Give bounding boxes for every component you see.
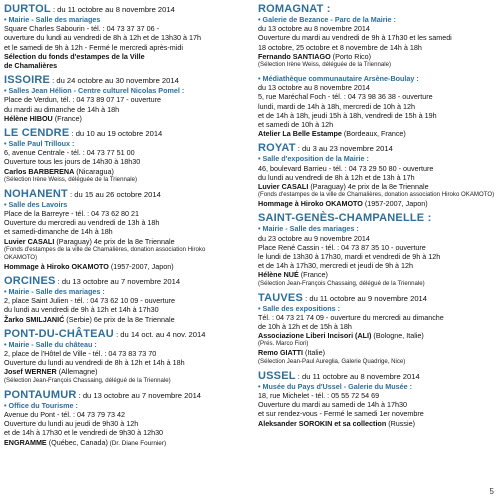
venue-name: • Musée du Pays d'Ussel - Galerie du Musée : [258,381,413,391]
artist-origin: (1957-2007, Japon) [362,199,428,209]
selection-note: (Fonds d'estampes de la ville de Chamalières, donation association Hiroko [4,245,206,253]
venue-name: • Mairie - Salle des mariages : [4,287,105,297]
exhibition-dates: : du 11 octobre au 8 novembre 2014 [50,5,175,14]
selection-note: (Fonds d'estampes de la ville de Chamalières, donation association Hiroko OKAMOTO) [258,191,495,199]
artist-name: Luvier CASALI [4,236,55,246]
venue-name: • Office du Tourisme : [4,400,78,410]
selection-note: (Prés. Marco Fiori) [258,340,309,348]
artist-name: Hélène HIBOU [4,113,53,123]
entry-heading [258,293,494,304]
artist-line [258,331,494,340]
artist-origin: (Bordeaux, France) [341,129,406,139]
artist-line [4,167,249,176]
exhibition-dates: : du 3 au 23 novembre 2014 [295,144,393,154]
entry-heading [258,213,494,224]
town-name: USSEL [258,369,296,382]
artist-name: Associazione Liberi Incisori (ALI) [258,331,372,341]
artist-name: Luvier CASALI [258,182,309,192]
artist-origin: (Allemagne) [56,367,98,377]
info-line: Place de Verdun, tél. : 04 73 89 07 17 - ouverture [4,95,162,105]
exhibition-entry [258,213,494,287]
info-line: et sur rendez-vous - Fermé le samedi 1er novembre [258,409,424,419]
artist-origin: (Paraguay) 4e prix de la 8e Triennale [308,182,429,192]
entry-heading [4,329,249,340]
exhibition-entry [258,74,494,138]
town-name: DURTOL [4,3,51,15]
info-line: Ouverture du mercredi au vendredi de 13h à 18h [4,218,160,228]
exhibition-dates: : du 11 octobre au 9 novembre 2014 [303,293,427,303]
exhibition-entry [4,189,249,271]
artist-line [258,129,494,138]
town-name: PONTAUMUR [4,388,77,401]
venue-name: • Galerie de Bezance - Parc de la Mairie : [258,15,396,24]
venue-name: • Médiathèque communautaire Arsène-Boulay : [258,74,419,84]
artist-name: Hommage à Hiroko OKAMOTO [258,199,363,209]
entry-heading [4,276,249,287]
town-name: NOHANENT [4,187,68,200]
info-line: de 10h à 12h et de 15h à 18h [258,322,352,332]
info-line: et le samedi de 9h à 12h - Fermé le mercredi après-midi [4,42,183,52]
info-line: du lundi au vendredi de 9h à 12h et 14h à 17h30 [4,305,159,315]
info-line: Ouverture du mardi au samedi de 14h à 17h30 [258,400,408,410]
exhibition-dates: : du 10 au 19 octobre 2014 [69,129,163,139]
artist-origin: (Serbie) 6e prix de la 8e Triennale [64,314,175,324]
info-line: 5, rue Maréchal Foch - tél. : 04 73 98 36 38 - ouverture [258,92,433,102]
entry-heading [258,143,494,154]
artist-line [4,262,249,271]
info-line: du lundi au vendredi de 8h à 12h et de 13h à 17h [258,172,415,182]
artist-line [4,438,249,448]
artist-origin: (Porto Rico) [330,51,372,61]
artist-line [4,237,249,246]
town-name: ORCINES [4,275,56,288]
exhibition-entry [4,276,249,324]
artist-name: Hélène NUÉ [258,270,299,280]
info-line: Tél. : 04 73 21 74 09 - ouverture du mercredi au dimanche [258,312,444,322]
venue-name: • Mairie - Salle des mariages [4,15,101,24]
entry-heading [4,189,249,200]
venue-name: • Salle Paul Trilloux : [4,139,75,149]
entry-heading [258,4,494,15]
info-line: Square Charles Sabourin - tél. : 04 73 37 37 06 - [4,24,160,34]
artist-line [258,348,494,357]
artist-origin: (Russie) [386,418,415,428]
town-name: LE CENDRE [4,127,70,140]
info-line: Ouverture du lundi au jeudi de 9h30 à 12h [4,419,139,429]
artist-origin: (Québec, Canada) [46,437,108,447]
info-line: et samedi-dimanche de 14h à 18h [4,227,113,237]
artist-name: Hommage à Hiroko OKAMOTO [4,261,109,271]
exhibition-dates: : du 14 oct. au 4 nov. 2014 [113,329,206,339]
entry-heading [4,4,249,15]
venue-name: • Salle d'exposition de la Mairie : [258,154,369,164]
info-line: du 13 octobre au 8 novembre 2014 [258,83,370,93]
info-line: 2, place Saint Julien - tél. : 04 73 62 10 09 - ouverture [4,296,176,306]
exhibition-entry [4,4,249,70]
selection-note: (Sélection Jean-François Chassaing, délégué de la Triennale) [4,376,171,384]
exhibition-dates: : du 13 octobre au 7 novembre 2014 [76,390,202,400]
exhibition-dates: : du 15 au 26 octobre 2014 [67,189,161,199]
artist-name: Aleksander SOROKIN et sa collection [258,418,387,428]
info-line: 18 octobre, 25 octobre et 8 novembre de 14h à 18h [258,42,422,52]
exhibition-entry [4,390,249,448]
selection-note: (Sélection Jean-Paul Aureglia, Galerie Quadrige, Nice) [258,357,406,365]
artist-line [4,61,249,70]
town-name: PONT-DU-CHÂTEAU [4,327,114,340]
venue-name: • Salle des Lavoirs [4,199,68,209]
town-name: ROMAGNAT : [258,3,331,15]
town-name: SAINT-GENÈS-CHAMPANELLE : [258,212,432,225]
selection-note: (Sélection Irène Weiss, déléguée de la Triennale) [258,61,392,69]
venue-name: • Salle des expositions : [258,303,341,313]
entry-heading [4,390,249,401]
info-line: lundi, mardi de 14h à 18h, mercredi de 10h à 12h [258,101,416,111]
artist-name: Remo GIATTI [258,348,303,358]
venue-name: • Mairie - Salle des mariages : [258,224,359,234]
artist-name: Atelier La Belle Estampe [258,129,342,139]
exhibition-entry [258,4,494,69]
artist-line [258,52,494,61]
info-line: du 23 octobre au 9 novembre 2014 [258,233,370,243]
artist-line [4,315,249,324]
right-column [258,4,494,433]
info-line: et de 14h à 18h, jeudi 15h à 18h, vendredi de 15h à 19h [258,110,437,120]
info-line: Ouverture tous les jours de 14h30 à 18h30 [4,157,141,167]
artist-name: Josef WERNER [4,367,57,377]
entry-heading [4,128,249,139]
exhibition-dates: : du 13 octobre au 7 novembre 2014 [55,277,181,287]
info-line: et de 14h à 17h30 et le vendredi de 9h30 à 12h30 [4,428,164,438]
info-line: Place René Cassin - tél. : 04 73 87 35 10 - ouverture [258,242,426,252]
artist-note: (Dr. Diane Fournier) [107,439,167,447]
info-line: le lundi de 13h30 à 17h30, mardi et vendredi de 9h à 12h [258,252,441,262]
artist-name: Sélection du fonds d'estampes de la Ville [4,51,145,61]
artist-line [258,199,494,208]
entry-heading [4,75,249,86]
artist-line [4,52,249,61]
artist-origin: (France) [52,113,82,123]
info-line: ouverture du lundi au vendredi de 8h à 12h et de 13h30 à 17h [4,33,202,43]
info-line: du 13 octobre au 8 novembre 2014 [258,24,370,34]
left-column [4,4,249,453]
artist-line [4,367,249,376]
town-name: ROYAT [258,142,296,155]
info-line: Ouverture du lundi au vendredi de 8h à 12h et 14h à 18h [4,358,185,368]
info-line: Avenue du Pont - tél. : 04 73 79 73 42 [4,409,125,419]
info-line: 46, boulevard Barrieu - tél. : 04 73 29 50 80 - ouverture [258,163,434,173]
info-line: Place de la Barreyre - tél. : 04 73 62 80 21 [4,209,140,219]
artist-origin: (Bologne, Italie) [371,331,424,341]
artist-line [258,270,494,279]
info-line: et samedi de 10h à 12h [258,120,334,130]
exhibition-entry [258,293,494,366]
town-name: TAUVES [258,291,304,304]
selection-note: (Sélection Irène Weiss, déléguée de la Triennale) [4,175,138,183]
selection-note: OKAMOTO) [4,253,38,261]
artist-line [258,419,494,428]
venue-name: • Mairie - Salle du château : [4,339,97,349]
artist-name: Carlos BARBERENA [4,166,75,176]
info-line: du mardi au dimanche de 14h à 18h [4,104,120,114]
info-line: Ouverture du mardi au vendredi de 9h à 17h30 et les samedi [258,33,452,43]
exhibition-entry [258,371,494,428]
artist-origin: (Nicaragua) [74,166,114,176]
artist-line [4,114,249,123]
entry-heading [258,371,494,382]
exhibition-dates: : du 11 octobre au 8 novembre 2014 [295,371,420,381]
artist-name: ENGRAMME [4,437,47,447]
exhibition-entry [4,75,249,123]
exhibition-dates: : du 24 octobre au 30 novembre 2014 [50,76,179,86]
town-name: ISSOIRE [4,74,51,87]
info-line: 6, avenue Centrale - tél. : 04 73 77 51 00 [4,148,135,158]
artist-name: Žarko SMILJANIĆ [4,314,65,324]
exhibition-entry [258,143,494,208]
artist-name: Fernando SANTIAGO [258,51,331,61]
artist-line [258,182,494,191]
artist-origin: (Italie) [303,348,325,358]
selection-note: (Sélection Jean-François Chassaing, délégué de la Triennale) [258,279,425,287]
artist-name: de Chamalières [4,61,58,71]
exhibition-entry [4,128,249,184]
venue-name: • Salles Jean Hélion - Centre culturel Nicolas Pomel : [4,86,185,96]
artist-origin: (Paraguay) 4e prix de la 8e Triennale [54,236,175,246]
info-line: et de 14h à 17h30, mercredi et jeudi de 9h à 12h [258,261,414,271]
page-number: 5 [489,487,494,496]
info-line: 18, rue Michelet - tél. : 05 55 72 54 69 [258,390,380,400]
info-line: 2, place de l'Hôtel de Ville - tél. : 04 73 83 73 70 [4,349,157,359]
artist-origin: (France) [298,270,328,280]
exhibition-entry [4,329,249,385]
artist-origin: (1957-2007, Japon) [108,261,174,271]
